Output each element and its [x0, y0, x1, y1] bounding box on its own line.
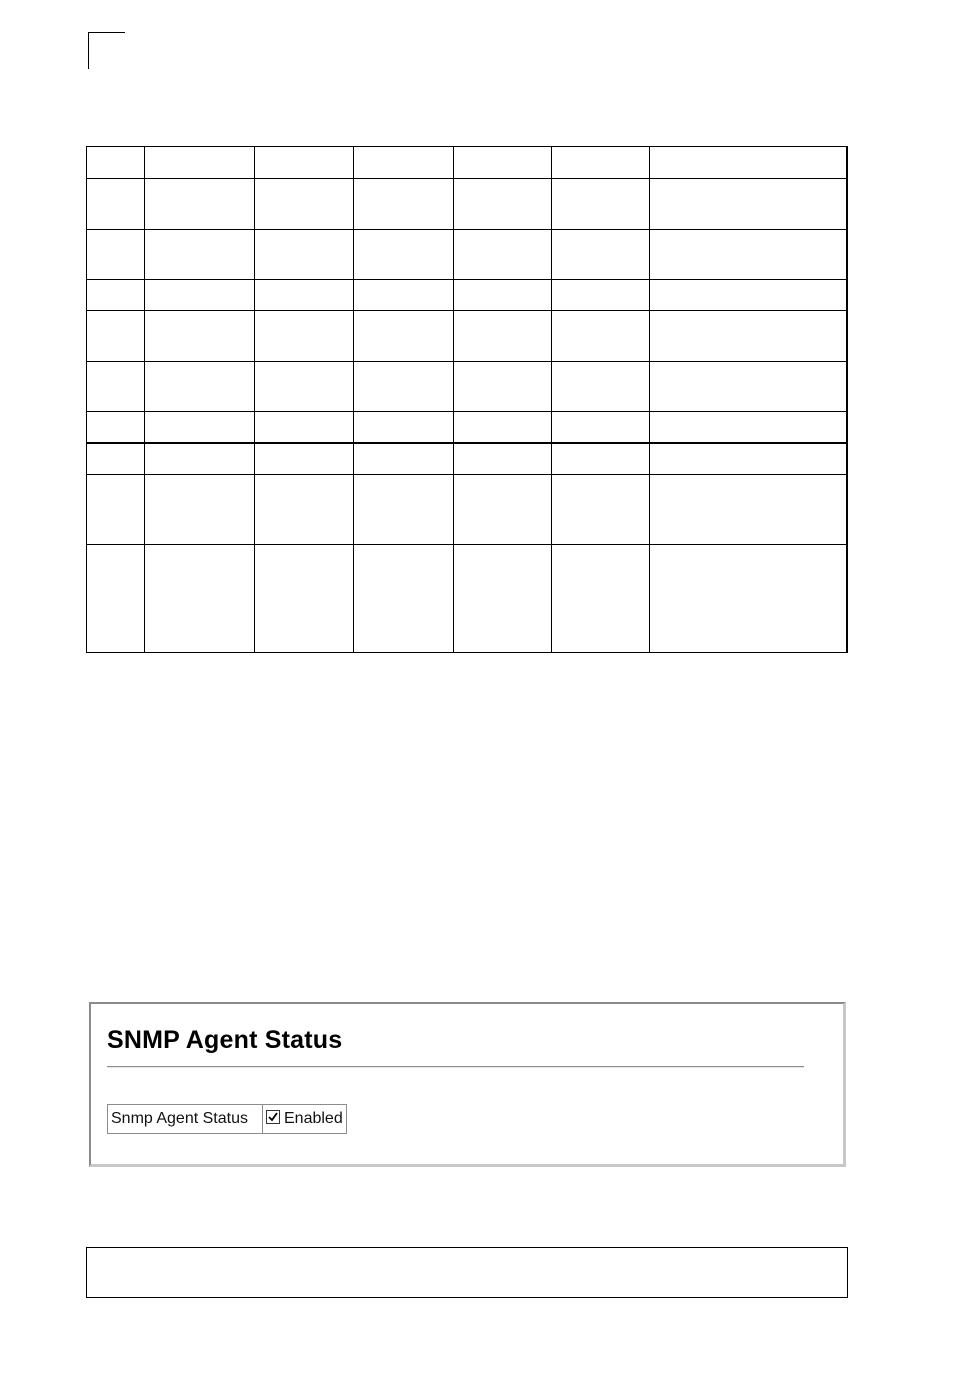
- table-row: [87, 443, 847, 474]
- empty-ruled-table: [86, 146, 848, 653]
- table-row: [87, 311, 847, 362]
- enabled-label: Enabled: [284, 1110, 343, 1127]
- panel-title: SNMP Agent Status: [107, 1026, 343, 1054]
- status-row: [108, 1105, 347, 1134]
- checkbox-checked-icon[interactable]: [266, 1110, 280, 1124]
- status-value-cell: [263, 1105, 347, 1134]
- status-label: Snmp Agent Status: [108, 1105, 263, 1134]
- table-row: [87, 544, 847, 652]
- checkmark-icon: [267, 1111, 279, 1123]
- table-row: [87, 412, 847, 443]
- table-row: [87, 474, 847, 544]
- table-row: [87, 147, 847, 179]
- table-row: [87, 230, 847, 280]
- crop-mark: [88, 32, 125, 69]
- status-form-table: [107, 1104, 347, 1134]
- table-row: [87, 362, 847, 412]
- snmp-agent-status-panel: [89, 1002, 846, 1167]
- table-row: [87, 280, 847, 311]
- note-box: [86, 1247, 848, 1298]
- table-row: [87, 179, 847, 230]
- title-divider: [107, 1066, 804, 1068]
